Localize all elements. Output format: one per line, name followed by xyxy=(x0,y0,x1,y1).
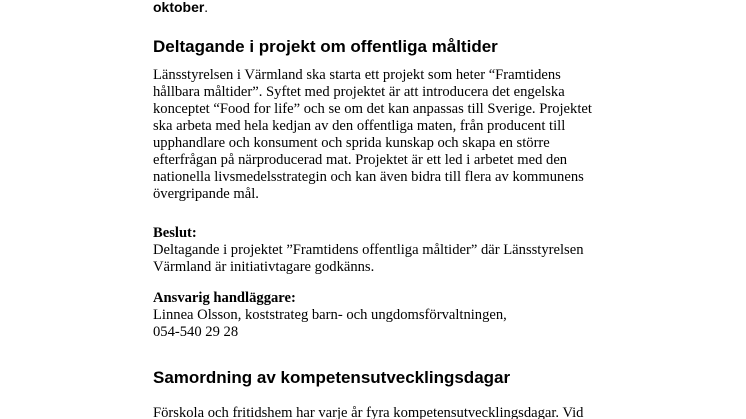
officer-line: Linnea Olsson, koststrateg barn- och ungdomsförvaltningen, xyxy=(153,307,507,323)
paragraph-line: ska arbeta med hela kedjan av den offentliga maten, från producent till xyxy=(153,118,566,134)
paragraph-line: Länsstyrelsen i Värmland ska starta ett projekt som heter “Framtidens xyxy=(153,67,561,83)
section-heading-competence-days: Samordning av kompetensutvecklingsdagar xyxy=(153,368,511,387)
section-paragraph-public-meals xyxy=(153,67,623,203)
officer-text xyxy=(153,307,623,341)
paragraph-line: övergripande mål. xyxy=(153,186,259,202)
previous-section-tail-word: oktober xyxy=(153,0,205,15)
section-paragraph-competence-days xyxy=(153,405,623,419)
previous-section-tail-punct: . xyxy=(204,1,208,16)
previous-section-tail xyxy=(153,0,208,17)
officer-label: Ansvarig handläggare: xyxy=(153,290,296,306)
paragraph-line: Förskola och fritidshem har varje år fyra kompetensutvecklingsdagar. Vid xyxy=(153,405,584,419)
decision-line: Värmland är initiativtagare godkänns. xyxy=(153,259,375,275)
paragraph-line: konceptet “Food for life” och se om det kan anpassas till Sverige. Projektet xyxy=(153,101,592,117)
paragraph-line: efterfrågan på närproducerad mat. Projektet är ett led i arbetet med den xyxy=(153,152,568,168)
section-heading-public-meals: Deltagande i projekt om offentliga måltider xyxy=(153,37,498,56)
decision-text xyxy=(153,242,623,276)
decision-label: Beslut: xyxy=(153,225,197,241)
paragraph-line: hållbara måltider”. Syftet med projektet är att introducera det engelska xyxy=(153,84,565,100)
paragraph-line: upphandlare och konsument och sprida kunskap och skapa en större xyxy=(153,135,550,151)
decision-line: Deltagande i projektet ”Framtidens offentliga måltider” där Länsstyrelsen xyxy=(153,242,584,258)
officer-line: 054-540 29 28 xyxy=(153,324,239,340)
paragraph-line: nationella livsmedelsstrategin och kan även bidra till flera av kommunens xyxy=(153,169,584,185)
